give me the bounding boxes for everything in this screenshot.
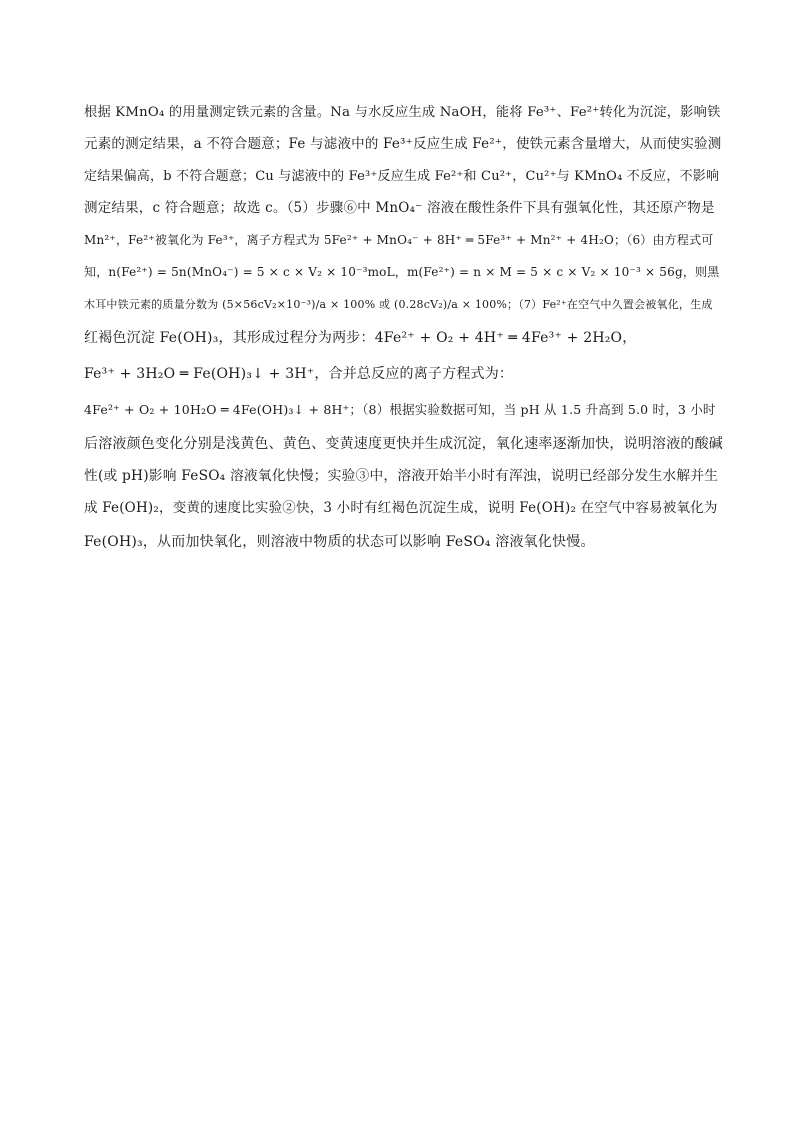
text-line-7 <box>84 288 724 320</box>
text-line-1-content: 根据 KMnO₄ 的用量测定铁元素的含量。Na 与水反应生成 NaOH，能将 Fe³⁺、Fe²⁺转化为沉淀，影响铁 <box>84 105 721 120</box>
text-line-2-content: 元素的测定结果，a 不符合题意；Fe 与滤液中的 Fe³⁺反应生成 Fe²⁺，使铁元素含量增大，从而使实验测 <box>84 136 722 152</box>
text-line-13 <box>84 492 724 524</box>
text-line-2 <box>84 128 724 160</box>
text-line-6-content: 知，n(Fe²⁺) = 5n(MnO₄⁻) = 5 × c × V₂ × 10⁻³moL，m(Fe²⁺) = n × M = 5 × c × V₂ × 10⁻³ × 56g，则黑 <box>84 265 720 279</box>
text-line-9 <box>84 356 724 392</box>
text-line-3-content: 定结果偏高，b 不符合题意；Cu 与滤液中的 Fe³⁺反应生成 Fe²⁺和 Cu²⁺，Cu²⁺与 KMnO₄ 不反应，不影响 <box>84 169 720 184</box>
text-line-14-content: Fe(OH)₃，从而加快氧化，则溶液中物质的状态可以影响 FeSO₄ 溶液氧化快慢。 <box>84 534 595 550</box>
text-line-5-content: Mn²⁺，Fe²⁺被氧化为 Fe³⁺，离子方程式为 5Fe²⁺ + MnO₄⁻ + 8H⁺ ═ 5Fe³⁺ + Mn²⁺ + 4H₂O；（6）由方程式可 <box>84 233 714 247</box>
text-line-9-content: Fe³⁺ + 3H₂O ═ Fe(OH)₃↓ + 3H⁺，合并总反应的离子方程式为： <box>84 366 514 382</box>
text-line-8 <box>84 320 724 356</box>
text-line-6 <box>84 256 724 288</box>
text-line-11-content: 后溶液颜色变化分别是浅黄色、黄色、变黄速度更快并生成沉淀，氧化速率逐渐加快，说明溶液的酸碱 <box>84 436 723 452</box>
text-line-8-content: 红褐色沉淀 Fe(OH)₃，其形成过程分为两步：4Fe²⁺ + O₂ + 4H⁺ ═ 4Fe³⁺ + 2H₂O， <box>84 330 637 346</box>
text-line-12-content: 性(或 pH)影响 FeSO₄ 溶液氧化快慢；实验③中，溶液开始半小时有浑浊，说明已经部分发生水解并生 <box>84 468 719 484</box>
answer-explanation-text <box>84 96 724 560</box>
text-line-4 <box>84 192 724 224</box>
text-line-7-content: 木耳中铁元素的质量分数为 (5×56cV₂×10⁻³)/a × 100% 或 (0.28cV₂)/a × 100%；（7）Fe²⁺在空气中久置会被氧化，生成 <box>84 298 713 311</box>
text-line-4-content: 测定结果，c 符合题意；故选 c。（5）步骤⑥中 MnO₄⁻ 溶液在酸性条件下具有强氧化性，其还原产物是 <box>84 200 715 216</box>
text-line-1 <box>84 96 724 128</box>
text-line-10 <box>84 392 724 428</box>
text-line-12 <box>84 460 724 492</box>
text-line-10-content: 4Fe²⁺ + O₂ + 10H₂O ═ 4Fe(OH)₃↓ + 8H⁺；（8）根据实验数据可知，当 pH 从 1.5 升高到 5.0 时，3 小时 <box>84 402 716 417</box>
text-line-5 <box>84 224 724 256</box>
text-line-3 <box>84 160 724 192</box>
text-line-11 <box>84 428 724 460</box>
text-line-14 <box>84 524 724 560</box>
text-line-13-content: 成 Fe(OH)₂，变黄的速度比实验②快，3 小时有红褐色沉淀生成，说明 Fe(OH)₂ 在空气中容易被氧化为 <box>84 500 718 516</box>
